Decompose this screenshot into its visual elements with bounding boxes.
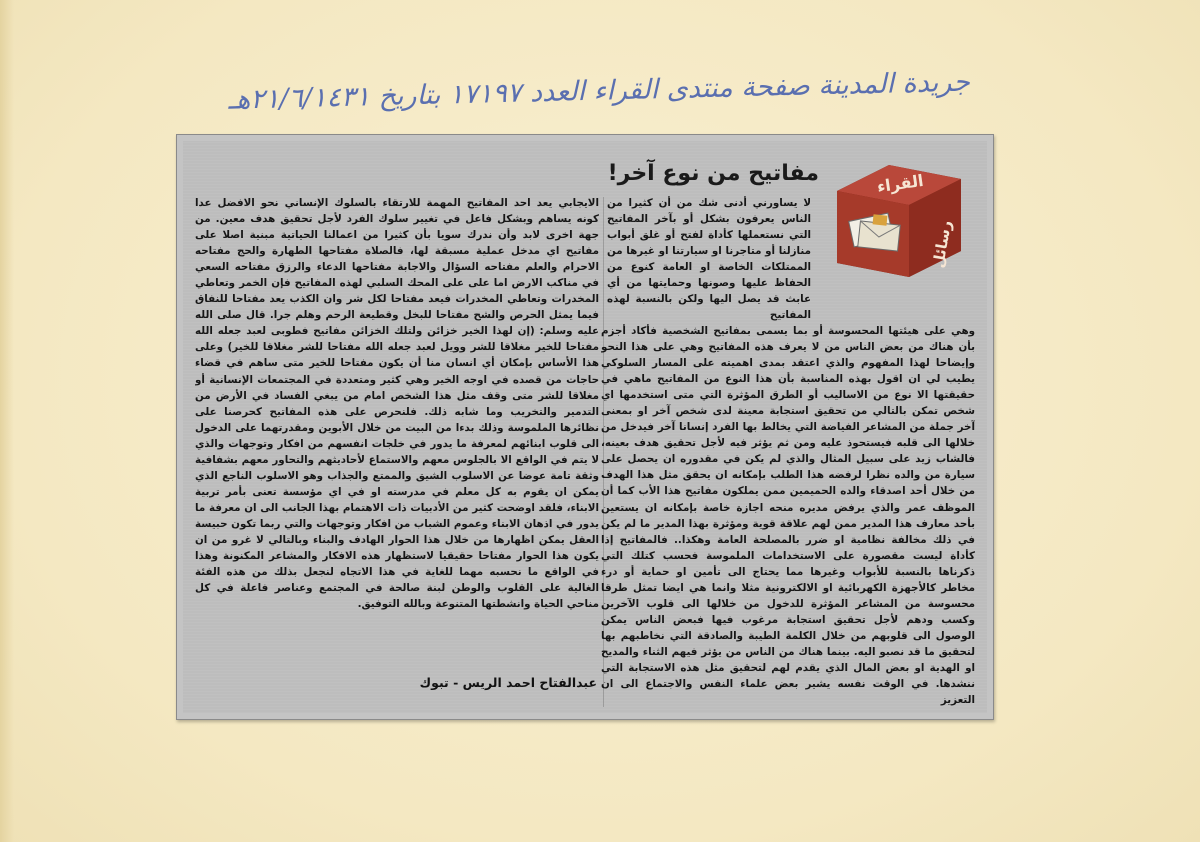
article-column-right-top [607, 195, 811, 325]
paragraph-left: الايجابي يعد احد المفاتيح المهمة للارتقاء بالسلوك الإنساني نحو الافضل عدا كونه يساهم وبشكل فاعل في تغيير سلوك الفرد لأجل تحقيق هدف معين. من جهة اخرى لابد وأن ندرك سويا بأن كثيرا من اعمالنا الحياتية مبنية اصلا على مفاتيح اي مدخل عملية مسبقة لها، فالصلاة مفتاحها الطهارة والحج مفتاحه الاحرام والعلم مفتاحه السؤال والاجابة مفتاحها الدعاء والرزق مفتاحه السعي في مناكب الارض اما على على المحك السلبي لهذه المفاتيح فإن الخمر وتعاطي المخدرات وتعاطي المخدرات فيعد مفتاحا لكل شر وان الكذب يعد مفتاحا للنفاق فيما يمثل الحرص والشح مفتاحا للبخل وقطيعة الرحم وهلم جرا. قال صلى الله عليه وسلم: (إن لهذا الخير خزائن ولتلك الخزائن مفاتيح فطوبى لعبد جعله الله مفتاحا للخير مغلاقا للشر وويل لعبد جعله الله مفتاحا للشر مغلاقا للخير) وعلى هذا الأساس بإمكان أي انسان منا أن يكون مفتاحا للخير متى ساهم في قضاء حاجات من قصده في اوجه الخير وهي كثير ومتعددة في المجتمعات الإنسانية أو مغلاقا للشر متى وقف مثل هذا الشخص امام من يبغي الفساد في الأرض من التدمير والتخريب وما شابه ذلك. فلنحرص على هذه المفاتيح كحرصنا على نظائرها الملموسة وذلك بدءا من البيت من خلال الأبوين ومقدرتهما على الدخول الى قلوب ابنائهم لمعرفة ما يدور في خلجات انفسهم من افكار وتوجهات والذي لا يتم في الواقع الا بالجلوس معهم والاستماع لأحاديثهم والتحاور معهم بشفافية وثقة تامة عوضا عن الاسلوب الشيق والممتع والجذاب وهو الاسلوب الناجع الذي يمكن ان يقوم به كل معلم في مدرسته او في اي مؤسسة تعنى بأمر تربية الابناء، فلقد اوضحت كثير من الأدبيات ذات الاهتمام بهذا الجانب الى ان معرفة ما يدور في اذهان الابناء وعموم الشباب من افكار وتوجهات والتي ربما تكون حبيسة العقل يمكن اظهارها من خلال هذا الحوار الهادف والبناء وبالتالي لا غرو من ان يكون هذا الحوار مفتاحا حقيقيا لاستظهار هذه الافكار والمشاعر المكنونة وهذا في الواقع ما نحسبه مهما للغاية في هذا الاتجاه لنجعل بذلك من هذه الفئة الغالية على القلوب والوطن لبنة صالحة في المجتمع وعناصر فاعلة في كل مناحي الحياة وانشطتها المتنوعة وبالله التوفيق. [195, 197, 599, 611]
handwritten-source-note: جريدة المدينة صفحة منتدى القراء العدد ١٧١٩٧ بتاريخ ٢١/٦/١٤٣١هـ [227, 66, 971, 116]
clipping-body [183, 141, 987, 713]
column-divider [603, 197, 604, 707]
logo-label-top: القراء [875, 170, 925, 197]
readers-letters-box-icon [829, 153, 967, 281]
article-column-left [195, 195, 599, 681]
paragraph-right-bottom: وهي على هيئتها المحسوسة أو بما يسمى بمفاتيح الشخصية فأكاد أجزم بأن هناك من بعض الناس من لا يعرف هذه المفاتيح وهي على هذا النحو وإيضاحا لهذا المفهوم والذي اعتقد بمدى اهميته على المسار السلوكي يطيب لي ان اقول بهذه المناسبة بأن هذا النوع من المفاتيح ماهي في حقيقتها الا نوع من الاساليب أو الطرق المؤثرة التي متى استخدمها اي شخص تمكن بالتالي من تحقيق استجابة معينة لدى شخص آخر او بمعنى آخر جملة من المشاعر الفياضة التي يخالط بها الفرد إنسانا آخر فيدخل من خلالها الى قلبه فيستحوذ عليه ومن ثم يؤثر فيه لأجل تحقيق هدف بعينه، فالشاب زيد على سبيل المثال والذي لم يكن في مقدوره ان يحصل على سيارة من والده نظرا لرفضه هذا الطلب بإمكانه ان يحقق مثل هذا الهدف من خلال أحد اصدقاء والده الحميمين ممن يملكون مفاتيح هذا الأب كما أن الموظف عمر والذي يرفض مديره منحه اجازة خاصة بإمكانه ان يستعين بأحد معارف هذا المدير ممن لهم علاقة قوية ومؤثرة بهذا المدير ما لم يكن في ذلك مخالفة نظامية او ضرر بالمصلحة العامة وهكذا.. فالمفاتيح إذا كأداة ليست مقصورة على الاستخدامات الملموسة فحسب كتلك التي ذكرناها بالنسبة للأبواب وغيرها مما يحتاج الى تأمين او حماية أو درء مخاطر كالأجهزة الكهربائية او الالكترونية مثلا وانما هي ايضا تمثل طرقا محسوسة من المشاعر المؤثرة للدخول من خلالها الى قلوب الآخرين وكسب ودهم لأجل تحقيق استجابة مرغوب فيها فبعض الناس يمكن الوصول الى قلوبهم من خلال الكلمة الطيبة والصادقة التي نخاطبهم بها لتحقيق ما قد نصبو اليه. بينما هناك من الناس من يؤثر فيهم الثناء والمديح او الهدية او بعض المال الذي يقدم لهم لتحقيق مثل هذه الاستجابة التي ننشدها. في الوقت نفسه يشير بعض علماء النفس والاجتماع الى ان التعزيز [601, 325, 975, 707]
newspaper-clipping [176, 134, 994, 720]
article-author: عبدالفتاح احمد الريس - تبوك [419, 675, 597, 690]
article-headline: مفاتيح من نوع آخر! [607, 161, 819, 186]
paper-edge-shadow [0, 0, 14, 842]
logo-label-side: رسائل [929, 218, 956, 270]
paragraph-right-top: لا يساورني أدنى شك من أن كثيرا من الناس يعرفون بشكل أو بآخر المفاتيح التي نستعملها كأداة لفتح أو غلق أبواب منازلنا أو متاجرنا او سيارتنا او غيرها من الممتلكات الخاصة او العامة كنوع من الحفاظ عليها وصونها وحمايتها من أي عابث قد يصل اليها ولكن بالنسبة لهذه المفاتيح [607, 197, 811, 322]
article-column-right-bottom [601, 323, 975, 711]
